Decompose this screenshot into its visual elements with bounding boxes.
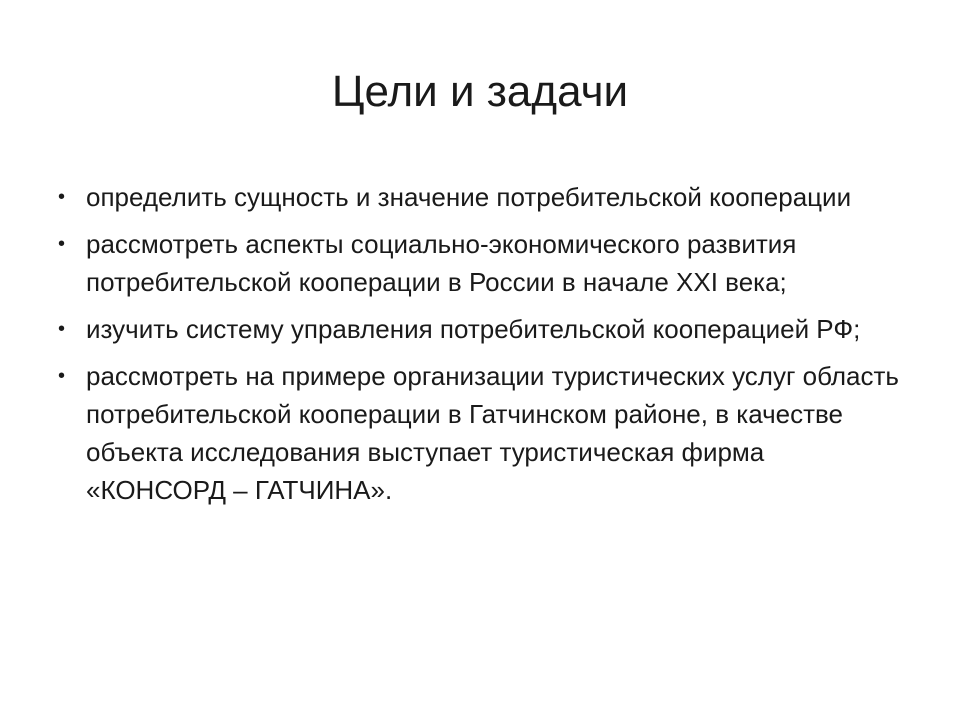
bullet-dot-icon: • [58, 318, 66, 340]
bullet-text: изучить систему управления потребительской кооперацией РФ; [86, 314, 861, 344]
bullet-item [58, 225, 908, 301]
bullet-dot-icon: • [58, 186, 66, 208]
bullet-text: рассмотреть аспекты социально-экономического развития потребительской кооперации в России в начале XXI века; [86, 229, 797, 297]
bullet-item [58, 310, 908, 348]
bullet-text: определить сущность и значение потребительской кооперации [86, 182, 852, 212]
bullet-dot-icon: • [58, 233, 66, 255]
bullet-list [58, 178, 908, 518]
bullet-dot-icon: • [58, 365, 66, 387]
bullet-item [58, 178, 908, 216]
bullet-item [58, 357, 908, 509]
slide-title: Цели и задачи [331, 67, 629, 116]
bullet-text: рассмотреть на примере организации туристических услуг область потребительской кооперации в Гатчинском районе, в качестве объекта исследования выступает туристическая фирма «КОНСОРД – ГАТЧИНА». [86, 361, 899, 505]
